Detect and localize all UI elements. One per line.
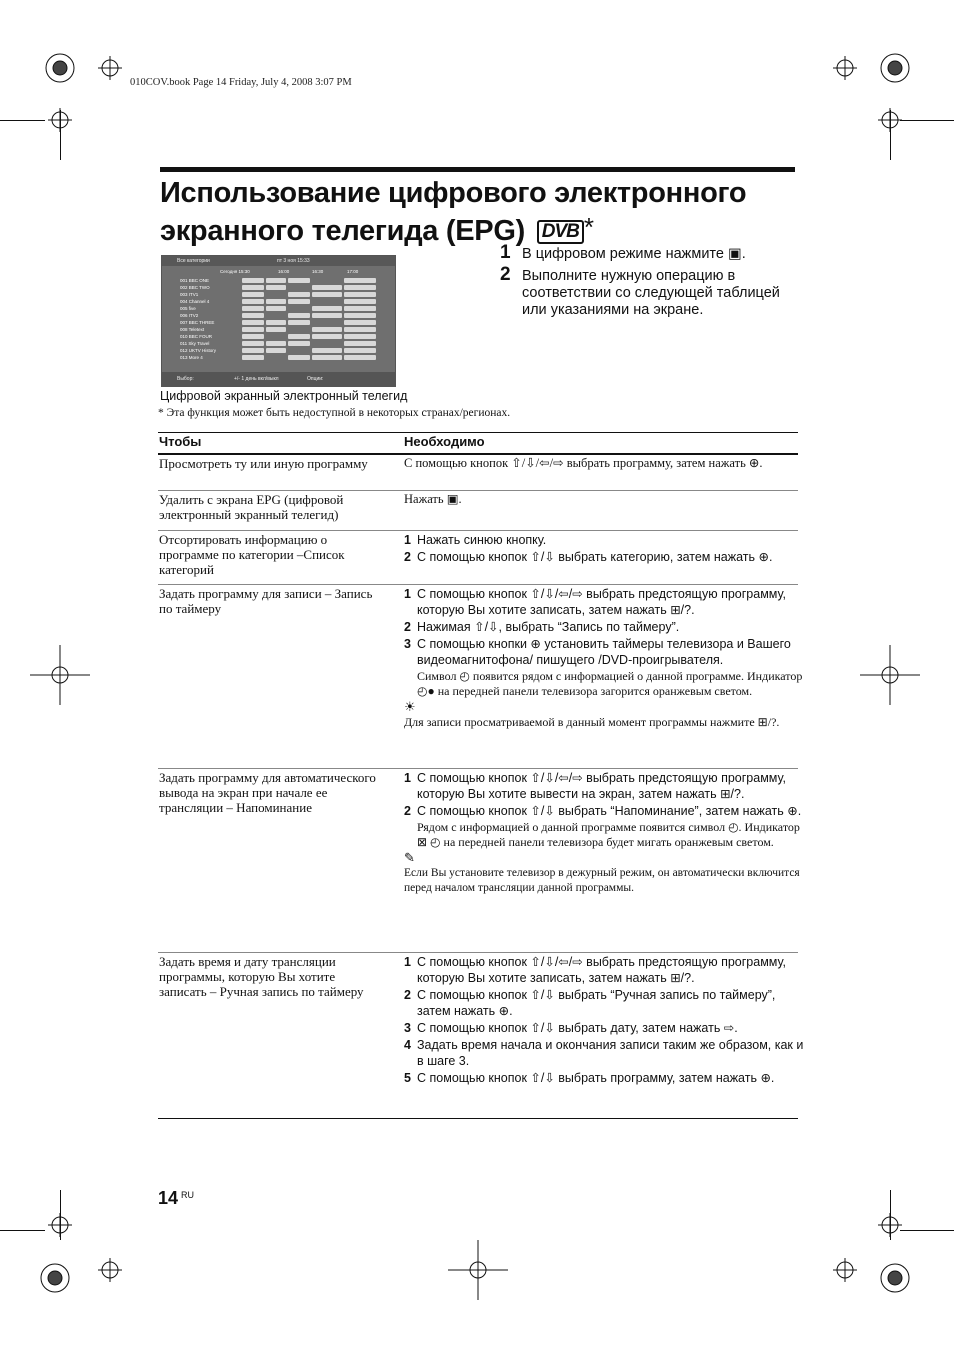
epg-footer-options: Опции:	[307, 376, 324, 382]
table-goal-cell: Задать время и дату трансляции программы, которую Вы хотите записать – Ручная запись по таймеру	[159, 954, 364, 999]
epg-program-block	[242, 334, 264, 339]
page-number-value: 14	[158, 1188, 179, 1208]
action-step-number: 1	[404, 533, 411, 547]
epg-program-block	[288, 320, 310, 325]
epg-channel-row	[162, 355, 395, 361]
action-step-number: 3	[404, 1021, 411, 1035]
intro-steps	[500, 242, 800, 324]
epg-channel-name: 004 Channel 4	[180, 299, 210, 304]
action-step-text: Нажать синюю кнопку.	[417, 533, 547, 547]
table-action-cell	[404, 770, 804, 896]
table-action-cell	[404, 586, 804, 730]
epg-program-block	[288, 299, 310, 304]
table-row-divider	[158, 768, 798, 769]
action-step	[404, 549, 804, 565]
page-number	[158, 1188, 194, 1209]
epg-footer-select: Выбор:	[177, 376, 194, 382]
epg-channel-row	[162, 334, 395, 340]
epg-program-block	[312, 355, 342, 360]
note-text: Если Вы установите телевизор в дежурный режим, он автоматически включится перед началом трансляции данной программы.	[404, 867, 800, 894]
table-goal-cell: Задать программу для записи – Запись по таймеру	[159, 586, 373, 616]
epg-channel-name: 008 Teletext	[180, 327, 205, 332]
action-step	[404, 619, 804, 635]
epg-program-block	[266, 278, 286, 283]
footnote: * Эта функция может быть недоступной в некоторых странах/регионах.	[158, 407, 511, 419]
intro-step	[500, 264, 800, 319]
action-text: Нажать ▣.	[404, 492, 462, 506]
action-step-number: 1	[404, 955, 411, 969]
step-text: В цифровом режиме нажмите ▣.	[522, 246, 746, 262]
epg-program-block	[266, 299, 286, 304]
table-goal-cell: Просмотреть ту или иную программу	[159, 456, 368, 471]
epg-footer-day: +/- 1 день вкл/выкл	[234, 376, 279, 382]
epg-channel-name: 006 ITV2	[180, 313, 199, 318]
epg-program-block	[266, 285, 286, 290]
table-goal-cell: Удалить с экрана EPG (цифровой электронный экранный телегид)	[159, 492, 344, 522]
note-icon: ✎	[404, 850, 415, 865]
epg-channel-name: 007 BBC THREE	[180, 320, 215, 325]
epg-time: 17:00	[347, 269, 359, 274]
epg-channel-row	[162, 299, 395, 305]
step-text: Выполните нужную операцию в соответствии со следующей таблицей или указаниями на экране.	[522, 268, 780, 318]
epg-program-block	[242, 341, 264, 346]
print-header: 010COV.book Page 14 Friday, July 4, 2008 3:07 PM	[130, 77, 352, 88]
action-step-text: С помощью кнопок ⇧/⇩/⇦/⇨ выбрать предстоящую программу, которую Вы хотите вывести на экран, затем нажать ⊞/?.	[417, 771, 787, 801]
title-asterisk: *	[583, 212, 594, 242]
epg-channel-row	[162, 320, 395, 326]
epg-program-block	[288, 278, 310, 283]
table-header-goal: Чтобы	[159, 434, 202, 449]
page-title-text: Использование цифрового электронного экранного телегида (EPG)	[160, 177, 747, 247]
epg-program-block	[288, 292, 310, 297]
action-step	[404, 1020, 804, 1036]
epg-program-block	[242, 292, 264, 297]
table-row-divider	[158, 952, 798, 953]
page-lang: RU	[181, 1190, 195, 1200]
epg-program-block	[344, 313, 376, 318]
epg-channel-name: 002 BBC TWO	[180, 285, 210, 290]
action-step	[404, 1070, 804, 1086]
action-step-number: 3	[404, 637, 411, 651]
epg-program-block	[288, 313, 310, 318]
action-step-number: 2	[404, 988, 411, 1002]
epg-time: Сегодня 15:30	[220, 269, 250, 274]
table-action-cell	[404, 492, 804, 507]
epg-program-block	[242, 355, 264, 360]
epg-program-block	[242, 348, 264, 353]
table-header-rule	[158, 453, 798, 455]
action-step-text: С помощью кнопок ⇧/⇩ выбрать программу, затем нажать ⊕.	[417, 1071, 775, 1085]
epg-time: 16:30	[312, 269, 324, 274]
epg-channel-name: 011 Sky Travel	[180, 341, 210, 346]
epg-program-block	[344, 334, 376, 339]
action-step-number: 5	[404, 1071, 411, 1085]
epg-channel-name: 001 BBC ONE	[180, 278, 210, 283]
table-bottom-rule	[158, 1118, 798, 1119]
epg-channel-name: 003 ITV1	[180, 292, 199, 297]
epg-category: Все категории	[177, 258, 210, 264]
table-row-divider	[158, 530, 798, 531]
action-step-number: 2	[404, 804, 411, 818]
epg-program-block	[266, 348, 286, 353]
epg-footer	[162, 372, 395, 386]
table-top-rule	[158, 432, 798, 433]
action-step-text: С помощью кнопок ⇧/⇩/⇦/⇨ выбрать предстоящую программу, которую Вы хотите записать, затем нажать ⊞/?.	[417, 955, 787, 985]
epg-program-block	[288, 334, 310, 339]
table-action-cell	[404, 456, 804, 471]
intro-step	[500, 242, 800, 263]
epg-program-block	[344, 299, 376, 304]
epg-channel-row	[162, 348, 395, 354]
action-step-text: Задать время начала и окончания записи таким же образом, как и в шаге 3.	[417, 1038, 804, 1068]
epg-program-block	[312, 285, 342, 290]
epg-channel-name: 013 More 4	[180, 355, 203, 360]
action-step	[404, 770, 804, 802]
epg-program-block	[266, 306, 286, 311]
action-step	[404, 987, 804, 1019]
table-header-action: Необходимо	[404, 434, 485, 449]
action-step-text: Нажимая ⇧/⇩, выбрать “Запись по таймеру”.	[417, 620, 680, 634]
action-step-number: 4	[404, 1038, 411, 1052]
epg-program-block	[242, 285, 264, 290]
epg-program-block	[344, 348, 376, 353]
epg-timeline	[162, 269, 395, 275]
epg-channel-row	[162, 341, 395, 347]
action-step-text: С помощью кнопок ⇧/⇩ выбрать “Напоминание”, затем нажать ⊕.	[417, 804, 802, 818]
epg-channel-row	[162, 313, 395, 319]
epg-topbar	[162, 256, 395, 266]
action-step-number: 2	[404, 620, 411, 634]
action-step	[404, 532, 804, 548]
epg-date: пт 3 ноя 15:33	[277, 258, 310, 264]
action-step	[404, 636, 804, 668]
epg-channel-name: 010 BBC FOUR	[180, 334, 213, 339]
table-row-divider	[158, 490, 798, 491]
table-action-cell	[404, 532, 804, 566]
page-title	[160, 176, 800, 248]
epg-program-block	[344, 341, 376, 346]
epg-channel-name: 005 five	[180, 306, 196, 311]
epg-program-block	[266, 341, 286, 346]
action-step-text: С помощью кнопок ⇧/⇩ выбрать дату, затем нажать ⇨.	[417, 1021, 738, 1035]
epg-program-block	[344, 320, 376, 325]
action-step-text: С помощью кнопки ⊕ установить таймеры телевизора и Вашего видеомагнитофона/ пишущего /DVD-проигрывателя.	[417, 637, 791, 667]
epg-channel-row	[162, 285, 395, 291]
action-step-number: 2	[404, 550, 411, 564]
epg-program-block	[242, 327, 264, 332]
action-step-number: 1	[404, 771, 411, 785]
action-step	[404, 1037, 804, 1069]
table-goal-cell: Отсортировать информацию о программе по категории –Список категорий	[159, 532, 345, 577]
epg-channel-row	[162, 327, 395, 333]
title-rule	[160, 167, 795, 172]
epg-program-block	[312, 348, 342, 353]
action-step-text: С помощью кнопок ⇧/⇩/⇦/⇨ выбрать предстоящую программу, которую Вы хотите записать, затем нажать ⊞/?.	[417, 587, 787, 617]
action-extra-text: Рядом с информацией о данной программе появится символ ◴. Индикатор ⊠ ◴ на передней панели телевизора будет мигать оранжевым светом.	[417, 820, 800, 849]
epg-program-block	[344, 278, 376, 283]
epg-program-block	[242, 320, 264, 325]
epg-program-block	[344, 285, 376, 290]
action-step	[404, 586, 804, 618]
action-text: С помощью кнопок ⇧/⇩/⇦/⇨ выбрать программу, затем нажать ⊕.	[404, 456, 763, 470]
epg-program-block	[344, 327, 376, 332]
epg-program-block	[312, 334, 342, 339]
epg-program-block	[242, 278, 264, 283]
epg-channel-row	[162, 306, 395, 312]
epg-program-block	[266, 320, 286, 325]
epg-program-block	[344, 355, 376, 360]
action-step-number: 1	[404, 587, 411, 601]
epg-time: 16:00	[278, 269, 290, 274]
epg-program-block	[312, 292, 342, 297]
epg-program-block	[288, 355, 310, 360]
action-step-text: С помощью кнопок ⇧/⇩ выбрать “Ручная запись по таймеру”, затем нажать ⊕.	[417, 988, 776, 1018]
epg-program-block	[312, 327, 342, 332]
epg-program-block	[312, 306, 342, 311]
figure-caption: Цифровой экранный электронный телегид	[160, 389, 408, 403]
epg-program-block	[242, 299, 264, 304]
epg-program-block	[242, 306, 264, 311]
table-row-divider	[158, 584, 798, 585]
action-step	[404, 803, 804, 819]
action-step-text: С помощью кнопок ⇧/⇩ выбрать категорию, затем нажать ⊕.	[417, 550, 773, 564]
epg-channel-name: 012 UKTV History	[180, 348, 217, 353]
hint-text: Для записи просматриваемой в данный момент программы нажмите ⊞/?.	[404, 715, 780, 729]
table-goal-cell: Задать программу для автоматического вывода на экран при начале ее трансляции – Напоминание	[159, 770, 376, 815]
epg-program-block	[266, 327, 286, 332]
hint-icon: ☀	[404, 699, 416, 714]
epg-program-block	[288, 341, 310, 346]
action-step	[404, 954, 804, 986]
action-extra-text: Символ ◴ появится рядом с информацией о данной программе. Индикатор ◴● на передней панели телевизора загорится оранжевым светом.	[417, 669, 803, 698]
epg-program-block	[344, 292, 376, 297]
epg-program-block	[344, 306, 376, 311]
epg-channel-row	[162, 292, 395, 298]
table-action-cell	[404, 954, 804, 1087]
dvb-logo: DVB	[537, 220, 584, 244]
epg-program-block	[312, 313, 342, 318]
epg-channel-row	[162, 278, 395, 284]
step-number: 1	[500, 242, 511, 263]
epg-screenshot	[161, 255, 396, 387]
epg-program-block	[242, 313, 264, 318]
step-number: 2	[500, 264, 511, 285]
